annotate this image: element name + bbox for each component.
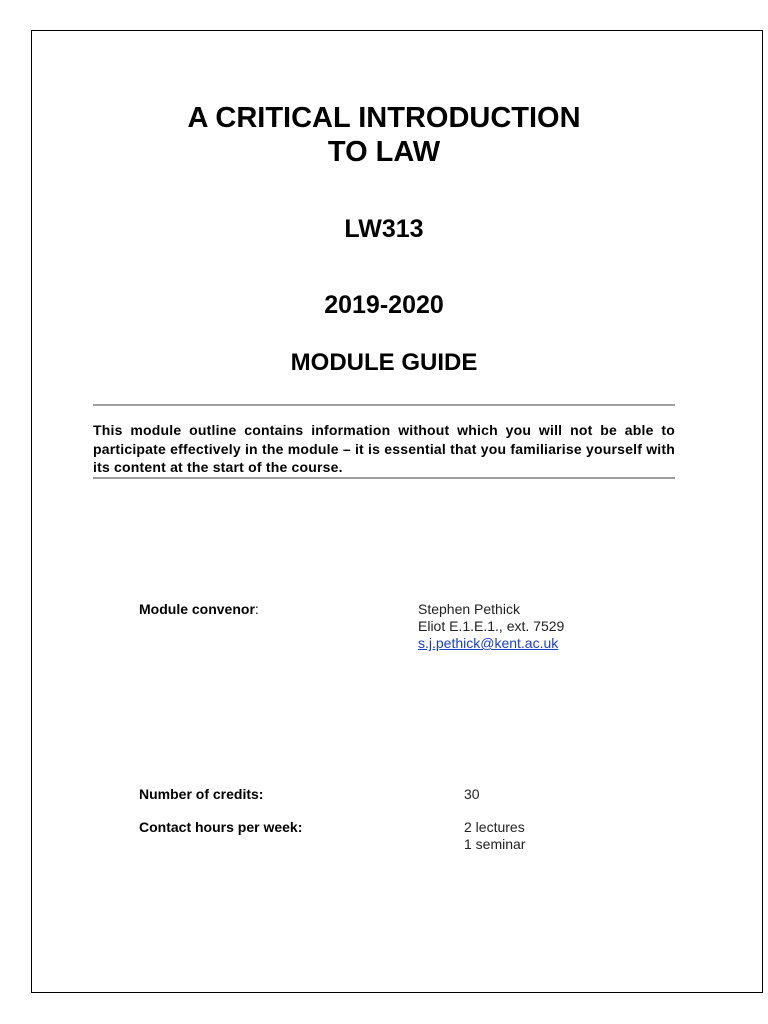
academic-year: 2019-2020 <box>324 291 444 319</box>
title-line-1: A CRITICAL INTRODUCTION <box>187 102 581 134</box>
convenor-email-link[interactable]: s.j.pethick@kent.ac.uk <box>418 635 559 651</box>
convenor-label-text: Module convenor <box>139 601 255 617</box>
notice-top-divider <box>93 404 675 406</box>
contact-hours-lectures: 2 lectures <box>464 819 525 835</box>
page-border <box>31 30 763 993</box>
convenor-name: Stephen Pethick <box>418 601 520 617</box>
contact-hours-seminars: 1 seminar <box>464 836 526 852</box>
document-title <box>0 101 768 169</box>
contact-hours-value <box>464 819 525 853</box>
contact-hours-label: Contact hours per week: <box>139 819 303 835</box>
convenor-details <box>418 601 564 652</box>
credits-label: Number of credits: <box>139 786 264 802</box>
credits-value: 30 <box>464 786 480 802</box>
convenor-label <box>139 601 259 618</box>
module-guide-heading: MODULE GUIDE <box>290 349 478 376</box>
title-line-2: TO LAW <box>327 136 441 168</box>
convenor-office: Eliot E.1.E.1., ext. 7529 <box>418 618 565 634</box>
notice-bottom-divider <box>93 477 675 479</box>
convenor-label-colon: : <box>254 601 259 617</box>
notice-text: This module outline contains information without which you will not be able to participate effectively in the module – it is essential that you familiarise yourself with its content at the start of the course. <box>93 422 675 475</box>
module-code: LW313 <box>344 215 424 243</box>
